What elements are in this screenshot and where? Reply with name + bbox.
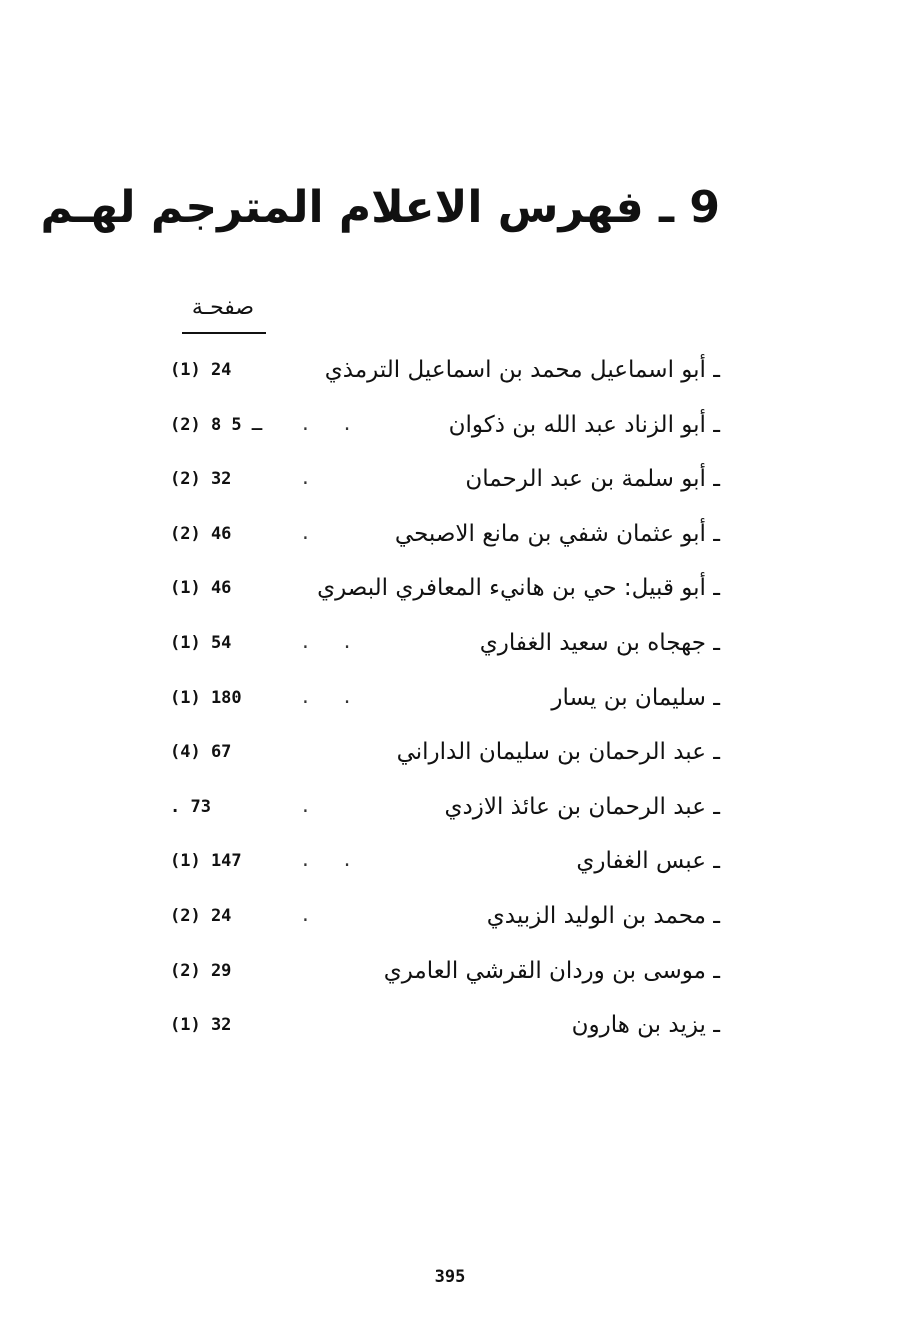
index-entry (160, 399, 720, 454)
entry-name: ـ أبو عثمان شفي بن مانع الاصبحي (394, 520, 720, 547)
entry-leader-dots: . . (300, 850, 363, 872)
entry-leader-dots: . . (300, 413, 363, 435)
entry-name: ـ محمد بن الوليد الزبيدي (486, 902, 720, 929)
entry-page-ref: (2) 46 (170, 523, 232, 544)
column-header-underline (182, 332, 266, 334)
entry-name: ـ جهجاه بن سعيد الغفاري (479, 629, 720, 656)
entry-name: ـ يزيد بن هارون (571, 1012, 720, 1039)
index-entry (160, 726, 720, 781)
index-entry (160, 508, 720, 563)
entry-leader-dots: . (300, 522, 321, 544)
entry-name: ـ موسى بن وردان القرشي العامري (383, 957, 720, 984)
entry-name: ـ عبس الغفاري (576, 848, 720, 875)
entry-leader-dots: . . (300, 686, 363, 708)
entry-name: ـ أبو الزناد عبد الله بن ذكوان (448, 411, 720, 438)
index-entry (160, 672, 720, 727)
entry-leader-dots: . (300, 904, 321, 926)
entry-leader-dots (300, 568, 450, 608)
entry-page-ref: . 73 (170, 796, 211, 817)
entry-page-ref: (2) 32 (170, 469, 232, 490)
entry-name: ـ سليمان بن يسار (551, 684, 720, 711)
entry-name: ـ أبو اسماعيل محمد بن اسماعيل الترمذي (324, 357, 720, 383)
entry-page-ref: (2) 8 ـ 5 (170, 414, 263, 435)
entry-leader-dots (300, 732, 450, 772)
entry-page-ref: (2) 24 (170, 905, 232, 926)
index-entry (160, 890, 720, 945)
entry-page-ref: (1) 54 (170, 632, 232, 653)
entry-leader-dots: . (300, 795, 321, 817)
entry-name: ـ عبد الرحمان بن عائذ الازدي (444, 793, 720, 820)
entry-page-ref: (4) 67 (170, 742, 232, 763)
index-heading: 9 ـ فهرس الاعلام المترجم لهـم (40, 182, 720, 233)
entry-page-ref: (1) 180 (170, 687, 242, 708)
entry-page-ref: (2) 29 (170, 960, 232, 981)
index-entry (160, 945, 720, 1000)
page-column-header (178, 290, 268, 338)
index-entry (160, 453, 720, 508)
entry-leader-dots (300, 951, 450, 991)
entry-page-ref: (1) 32 (170, 1015, 232, 1036)
index-entry (160, 344, 720, 399)
entry-page-ref: (1) 46 (170, 578, 232, 599)
entry-name: ـ أبو قبيل: حي بن هانيء المعافري البصري (317, 575, 720, 602)
entry-name: ـ عبد الرحمان بن سليمان الداراني (396, 739, 720, 766)
index-entry-list (160, 344, 720, 1054)
entry-name: ـ أبو سلمة بن عبد الرحمان (465, 466, 720, 493)
entry-leader-dots (300, 1005, 450, 1045)
index-entry (160, 999, 720, 1054)
entry-leader-dots: . . (300, 631, 363, 653)
index-entry (160, 835, 720, 890)
entry-leader-dots (300, 350, 450, 390)
entry-page-ref: (1) 147 (170, 851, 242, 872)
entry-leader-dots: . (300, 468, 321, 490)
index-entry (160, 562, 720, 617)
page-number: 395 (434, 1267, 466, 1287)
index-entry (160, 781, 720, 836)
entry-page-ref: (1) 24 (170, 360, 232, 380)
page-column-label: صفحـة (191, 295, 255, 320)
index-entry (160, 617, 720, 672)
